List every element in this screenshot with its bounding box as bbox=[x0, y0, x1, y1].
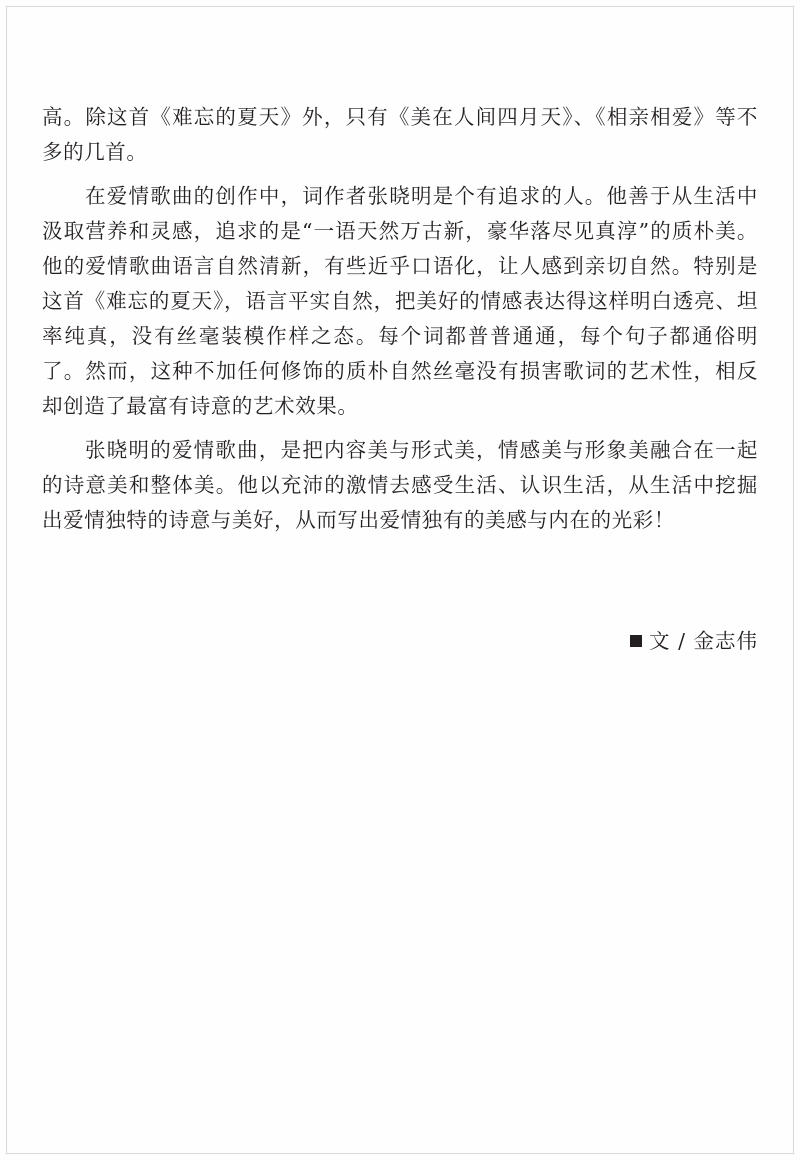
paragraph-spacer bbox=[42, 424, 758, 433]
article-body bbox=[42, 100, 758, 538]
byline bbox=[42, 625, 758, 657]
paragraph-3: 张晓明的爱情歌曲，是把内容美与形式美，情感美与形象美融合在一起的诗意美和整体美。他以充沛的激情去感受生活、认识生活，从生活中挖掘出爱情独特的诗意与美好，从而写出爱情独有的美感与内在的光彩！ bbox=[42, 438, 758, 532]
paragraph-2: 在爱情歌曲的创作中，词作者张晓明是个有追求的人。他善于从生活中汲取营养和灵感，追求的是“一语天然万古新，豪华落尽见真淳”的质朴美。他的爱情歌曲语言自然清新，有些近乎口语化，让人感到亲切自然。特别是这首《难忘的夏天》，语言平实自然，把美好的情感表达得这样明白透亮、坦率纯真，没有丝毫装模作样之态。每个词都普普通通，每个句子都通俗明了。然而，这种不加任何修饰的质朴自然丝毫没有损害歌词的艺术性，相反却创造了最富有诗意的艺术效果。 bbox=[42, 184, 758, 418]
square-bullet-icon bbox=[630, 635, 642, 647]
byline-text: 文 / 金志伟 bbox=[649, 629, 758, 653]
paragraph-1: 高。除这首《难忘的夏天》外，只有《美在人间四月天》、《相亲相爱》等不多的几首。 bbox=[42, 105, 758, 164]
paragraph-spacer bbox=[42, 170, 758, 179]
